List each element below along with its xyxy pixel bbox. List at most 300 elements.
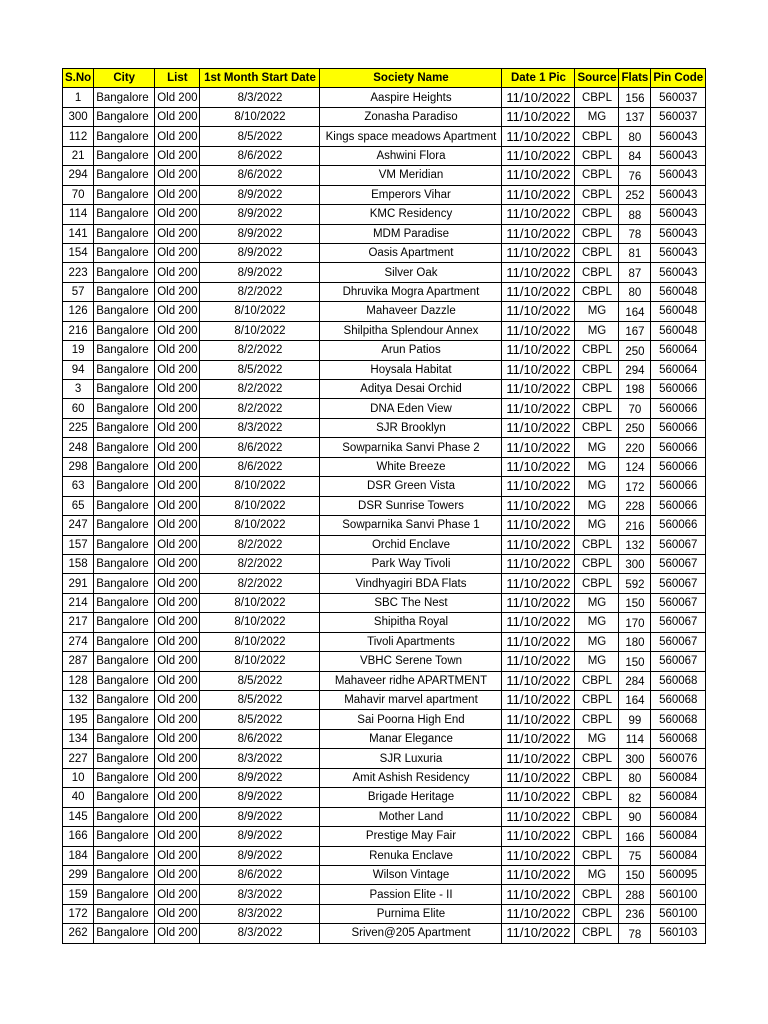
cell-date-pic[interactable]: 11/10/2022 [502, 691, 575, 710]
cell-source[interactable]: MG [575, 593, 619, 612]
cell-start-date[interactable]: 8/6/2022 [200, 166, 320, 185]
cell-sno[interactable]: 159 [63, 885, 94, 904]
cell-list[interactable]: Old 200 [155, 710, 200, 729]
cell-start-date[interactable]: 8/9/2022 [200, 243, 320, 262]
header-pin-code[interactable]: Pin Code [651, 69, 706, 88]
cell-source[interactable]: CBPL [575, 341, 619, 360]
cell-source[interactable]: CBPL [575, 924, 619, 943]
cell-sno[interactable]: 166 [63, 827, 94, 846]
cell-list[interactable]: Old 200 [155, 768, 200, 787]
cell-flats[interactable]: 75 [619, 846, 651, 865]
cell-list[interactable]: Old 200 [155, 438, 200, 457]
cell-start-date[interactable]: 8/6/2022 [200, 865, 320, 884]
cell-city[interactable]: Bangalore [94, 282, 155, 301]
cell-source[interactable]: CBPL [575, 846, 619, 865]
cell-start-date[interactable]: 8/2/2022 [200, 574, 320, 593]
cell-pin-code[interactable]: 560084 [651, 768, 706, 787]
cell-flats[interactable]: 150 [619, 865, 651, 884]
cell-list[interactable]: Old 200 [155, 341, 200, 360]
cell-source[interactable]: MG [575, 107, 619, 126]
cell-list[interactable]: Old 200 [155, 477, 200, 496]
cell-pin-code[interactable]: 560076 [651, 749, 706, 768]
cell-sno[interactable]: 112 [63, 127, 94, 146]
cell-sno[interactable]: 291 [63, 574, 94, 593]
cell-pin-code[interactable]: 560103 [651, 924, 706, 943]
cell-flats[interactable]: 166 [619, 827, 651, 846]
cell-sno[interactable]: 40 [63, 788, 94, 807]
header-start-date[interactable]: 1st Month Start Date [200, 69, 320, 88]
cell-flats[interactable]: 99 [619, 710, 651, 729]
cell-pin-code[interactable]: 560066 [651, 496, 706, 515]
cell-city[interactable]: Bangalore [94, 88, 155, 107]
cell-city[interactable]: Bangalore [94, 827, 155, 846]
cell-list[interactable]: Old 200 [155, 827, 200, 846]
cell-flats[interactable]: 300 [619, 749, 651, 768]
cell-city[interactable]: Bangalore [94, 535, 155, 554]
cell-pin-code[interactable]: 560043 [651, 185, 706, 204]
cell-list[interactable]: Old 200 [155, 146, 200, 165]
cell-flats[interactable]: 80 [619, 127, 651, 146]
cell-society-name[interactable]: Mahaveer ridhe APARTMENT [320, 671, 502, 690]
cell-flats[interactable]: 167 [619, 321, 651, 340]
cell-source[interactable]: CBPL [575, 827, 619, 846]
cell-start-date[interactable]: 8/9/2022 [200, 788, 320, 807]
cell-date-pic[interactable]: 11/10/2022 [502, 302, 575, 321]
cell-date-pic[interactable]: 11/10/2022 [502, 827, 575, 846]
cell-pin-code[interactable]: 560100 [651, 904, 706, 923]
cell-flats[interactable]: 198 [619, 380, 651, 399]
cell-pin-code[interactable]: 560043 [651, 205, 706, 224]
cell-flats[interactable]: 252 [619, 185, 651, 204]
cell-start-date[interactable]: 8/10/2022 [200, 107, 320, 126]
cell-society-name[interactable]: DNA Eden View [320, 399, 502, 418]
cell-list[interactable]: Old 200 [155, 535, 200, 554]
cell-list[interactable]: Old 200 [155, 127, 200, 146]
cell-society-name[interactable]: Aaspire Heights [320, 88, 502, 107]
cell-start-date[interactable]: 8/9/2022 [200, 224, 320, 243]
cell-start-date[interactable]: 8/2/2022 [200, 341, 320, 360]
cell-list[interactable]: Old 200 [155, 846, 200, 865]
cell-source[interactable]: CBPL [575, 127, 619, 146]
cell-society-name[interactable]: White Breeze [320, 457, 502, 476]
cell-date-pic[interactable]: 11/10/2022 [502, 516, 575, 535]
cell-society-name[interactable]: Oasis Apartment [320, 243, 502, 262]
cell-flats[interactable]: 164 [619, 691, 651, 710]
cell-society-name[interactable]: Shilpitha Splendour Annex [320, 321, 502, 340]
cell-start-date[interactable]: 8/9/2022 [200, 846, 320, 865]
cell-list[interactable]: Old 200 [155, 205, 200, 224]
cell-pin-code[interactable]: 560084 [651, 846, 706, 865]
cell-sno[interactable]: 21 [63, 146, 94, 165]
cell-pin-code[interactable]: 560037 [651, 107, 706, 126]
cell-society-name[interactable]: Park Way Tivoli [320, 554, 502, 573]
cell-city[interactable]: Bangalore [94, 846, 155, 865]
cell-flats[interactable]: 70 [619, 399, 651, 418]
cell-start-date[interactable]: 8/3/2022 [200, 904, 320, 923]
cell-start-date[interactable]: 8/10/2022 [200, 652, 320, 671]
cell-list[interactable]: Old 200 [155, 243, 200, 262]
cell-flats[interactable]: 216 [619, 516, 651, 535]
cell-list[interactable]: Old 200 [155, 574, 200, 593]
cell-source[interactable]: CBPL [575, 768, 619, 787]
cell-sno[interactable]: 70 [63, 185, 94, 204]
cell-city[interactable]: Bangalore [94, 457, 155, 476]
cell-source[interactable]: CBPL [575, 535, 619, 554]
cell-date-pic[interactable]: 11/10/2022 [502, 127, 575, 146]
cell-pin-code[interactable]: 560066 [651, 477, 706, 496]
cell-pin-code[interactable]: 560066 [651, 516, 706, 535]
cell-flats[interactable]: 76 [619, 166, 651, 185]
cell-city[interactable]: Bangalore [94, 613, 155, 632]
cell-flats[interactable]: 164 [619, 302, 651, 321]
cell-city[interactable]: Bangalore [94, 321, 155, 340]
cell-pin-code[interactable]: 560068 [651, 691, 706, 710]
cell-date-pic[interactable]: 11/10/2022 [502, 749, 575, 768]
cell-source[interactable]: MG [575, 632, 619, 651]
cell-pin-code[interactable]: 560064 [651, 360, 706, 379]
cell-list[interactable]: Old 200 [155, 749, 200, 768]
cell-date-pic[interactable]: 11/10/2022 [502, 380, 575, 399]
cell-city[interactable]: Bangalore [94, 807, 155, 826]
cell-flats[interactable]: 88 [619, 205, 651, 224]
cell-flats[interactable]: 250 [619, 341, 651, 360]
cell-start-date[interactable]: 8/9/2022 [200, 205, 320, 224]
cell-source[interactable]: CBPL [575, 885, 619, 904]
cell-pin-code[interactable]: 560048 [651, 302, 706, 321]
cell-source[interactable]: MG [575, 729, 619, 748]
cell-pin-code[interactable]: 560043 [651, 166, 706, 185]
cell-flats[interactable]: 124 [619, 457, 651, 476]
cell-list[interactable]: Old 200 [155, 554, 200, 573]
cell-sno[interactable]: 294 [63, 166, 94, 185]
cell-pin-code[interactable]: 560066 [651, 399, 706, 418]
cell-society-name[interactable]: VBHC Serene Town [320, 652, 502, 671]
cell-list[interactable]: Old 200 [155, 380, 200, 399]
cell-society-name[interactable]: Hoysala Habitat [320, 360, 502, 379]
cell-date-pic[interactable]: 11/10/2022 [502, 224, 575, 243]
cell-city[interactable]: Bangalore [94, 243, 155, 262]
cell-city[interactable]: Bangalore [94, 865, 155, 884]
cell-society-name[interactable]: Vindhyagiri BDA Flats [320, 574, 502, 593]
cell-source[interactable]: CBPL [575, 554, 619, 573]
cell-start-date[interactable]: 8/9/2022 [200, 827, 320, 846]
cell-start-date[interactable]: 8/9/2022 [200, 185, 320, 204]
cell-pin-code[interactable]: 560067 [651, 593, 706, 612]
cell-pin-code[interactable]: 560048 [651, 321, 706, 340]
cell-society-name[interactable]: Sriven@205 Apartment [320, 924, 502, 943]
header-society-name[interactable]: Society Name [320, 69, 502, 88]
cell-start-date[interactable]: 8/3/2022 [200, 749, 320, 768]
cell-source[interactable]: MG [575, 613, 619, 632]
cell-start-date[interactable]: 8/3/2022 [200, 924, 320, 943]
cell-flats[interactable]: 172 [619, 477, 651, 496]
cell-sno[interactable]: 132 [63, 691, 94, 710]
cell-source[interactable]: MG [575, 496, 619, 515]
cell-city[interactable]: Bangalore [94, 924, 155, 943]
cell-sno[interactable]: 195 [63, 710, 94, 729]
cell-list[interactable]: Old 200 [155, 263, 200, 282]
cell-society-name[interactable]: Zonasha Paradiso [320, 107, 502, 126]
cell-pin-code[interactable]: 560095 [651, 865, 706, 884]
cell-city[interactable]: Bangalore [94, 185, 155, 204]
header-list[interactable]: List [155, 69, 200, 88]
cell-start-date[interactable]: 8/6/2022 [200, 438, 320, 457]
cell-city[interactable]: Bangalore [94, 107, 155, 126]
cell-sno[interactable]: 126 [63, 302, 94, 321]
cell-flats[interactable]: 132 [619, 535, 651, 554]
cell-pin-code[interactable]: 560084 [651, 827, 706, 846]
cell-list[interactable]: Old 200 [155, 904, 200, 923]
cell-city[interactable]: Bangalore [94, 574, 155, 593]
cell-date-pic[interactable]: 11/10/2022 [502, 360, 575, 379]
cell-pin-code[interactable]: 560043 [651, 224, 706, 243]
cell-society-name[interactable]: Mother Land [320, 807, 502, 826]
cell-city[interactable]: Bangalore [94, 224, 155, 243]
cell-society-name[interactable]: Amit Ashish Residency [320, 768, 502, 787]
cell-pin-code[interactable]: 560048 [651, 282, 706, 301]
cell-date-pic[interactable]: 11/10/2022 [502, 146, 575, 165]
cell-sno[interactable]: 157 [63, 535, 94, 554]
cell-source[interactable]: CBPL [575, 166, 619, 185]
cell-list[interactable]: Old 200 [155, 613, 200, 632]
cell-list[interactable]: Old 200 [155, 865, 200, 884]
cell-date-pic[interactable]: 11/10/2022 [502, 904, 575, 923]
cell-date-pic[interactable]: 11/10/2022 [502, 321, 575, 340]
cell-source[interactable]: MG [575, 321, 619, 340]
cell-source[interactable]: CBPL [575, 205, 619, 224]
cell-city[interactable]: Bangalore [94, 710, 155, 729]
cell-society-name[interactable]: SJR Brooklyn [320, 418, 502, 437]
cell-source[interactable]: MG [575, 438, 619, 457]
cell-flats[interactable]: 137 [619, 107, 651, 126]
cell-source[interactable]: CBPL [575, 671, 619, 690]
cell-date-pic[interactable]: 11/10/2022 [502, 924, 575, 943]
cell-flats[interactable]: 284 [619, 671, 651, 690]
cell-source[interactable]: CBPL [575, 691, 619, 710]
cell-source[interactable]: CBPL [575, 185, 619, 204]
cell-pin-code[interactable]: 560068 [651, 729, 706, 748]
cell-society-name[interactable]: Ashwini Flora [320, 146, 502, 165]
cell-start-date[interactable]: 8/6/2022 [200, 457, 320, 476]
cell-list[interactable]: Old 200 [155, 496, 200, 515]
cell-date-pic[interactable]: 11/10/2022 [502, 107, 575, 126]
cell-source[interactable]: CBPL [575, 224, 619, 243]
cell-society-name[interactable]: MDM Paradise [320, 224, 502, 243]
cell-start-date[interactable]: 8/9/2022 [200, 768, 320, 787]
cell-society-name[interactable]: Sowparnika Sanvi Phase 1 [320, 516, 502, 535]
cell-flats[interactable]: 180 [619, 632, 651, 651]
cell-city[interactable]: Bangalore [94, 788, 155, 807]
cell-city[interactable]: Bangalore [94, 516, 155, 535]
cell-list[interactable]: Old 200 [155, 691, 200, 710]
cell-list[interactable]: Old 200 [155, 516, 200, 535]
cell-date-pic[interactable]: 11/10/2022 [502, 535, 575, 554]
cell-pin-code[interactable]: 560043 [651, 127, 706, 146]
cell-source[interactable]: CBPL [575, 282, 619, 301]
cell-society-name[interactable]: Brigade Heritage [320, 788, 502, 807]
cell-start-date[interactable]: 8/10/2022 [200, 593, 320, 612]
cell-start-date[interactable]: 8/5/2022 [200, 691, 320, 710]
cell-date-pic[interactable]: 11/10/2022 [502, 185, 575, 204]
cell-sno[interactable]: 63 [63, 477, 94, 496]
cell-list[interactable]: Old 200 [155, 593, 200, 612]
cell-list[interactable]: Old 200 [155, 885, 200, 904]
cell-flats[interactable]: 114 [619, 729, 651, 748]
cell-city[interactable]: Bangalore [94, 438, 155, 457]
header-city[interactable]: City [94, 69, 155, 88]
cell-pin-code[interactable]: 560043 [651, 263, 706, 282]
cell-date-pic[interactable]: 11/10/2022 [502, 632, 575, 651]
cell-flats[interactable]: 156 [619, 88, 651, 107]
cell-sno[interactable]: 141 [63, 224, 94, 243]
cell-sno[interactable]: 248 [63, 438, 94, 457]
cell-sno[interactable]: 227 [63, 749, 94, 768]
cell-source[interactable]: CBPL [575, 243, 619, 262]
cell-date-pic[interactable]: 11/10/2022 [502, 418, 575, 437]
cell-flats[interactable]: 87 [619, 263, 651, 282]
cell-flats[interactable]: 78 [619, 924, 651, 943]
cell-pin-code[interactable]: 560084 [651, 807, 706, 826]
cell-sno[interactable]: 145 [63, 807, 94, 826]
cell-sno[interactable]: 19 [63, 341, 94, 360]
header-flats[interactable]: Flats [619, 69, 651, 88]
cell-start-date[interactable]: 8/5/2022 [200, 360, 320, 379]
cell-source[interactable]: CBPL [575, 263, 619, 282]
cell-flats[interactable]: 82 [619, 788, 651, 807]
cell-source[interactable]: CBPL [575, 146, 619, 165]
cell-pin-code[interactable]: 560043 [651, 146, 706, 165]
cell-list[interactable]: Old 200 [155, 166, 200, 185]
cell-source[interactable]: CBPL [575, 749, 619, 768]
cell-start-date[interactable]: 8/5/2022 [200, 671, 320, 690]
cell-list[interactable]: Old 200 [155, 788, 200, 807]
cell-start-date[interactable]: 8/10/2022 [200, 321, 320, 340]
cell-city[interactable]: Bangalore [94, 671, 155, 690]
cell-society-name[interactable]: DSR Sunrise Towers [320, 496, 502, 515]
cell-date-pic[interactable]: 11/10/2022 [502, 205, 575, 224]
cell-source[interactable]: MG [575, 477, 619, 496]
cell-date-pic[interactable]: 11/10/2022 [502, 554, 575, 573]
cell-start-date[interactable]: 8/2/2022 [200, 535, 320, 554]
cell-list[interactable]: Old 200 [155, 302, 200, 321]
cell-start-date[interactable]: 8/6/2022 [200, 146, 320, 165]
cell-source[interactable]: CBPL [575, 710, 619, 729]
cell-city[interactable]: Bangalore [94, 399, 155, 418]
cell-list[interactable]: Old 200 [155, 282, 200, 301]
cell-society-name[interactable]: Prestige May Fair [320, 827, 502, 846]
cell-date-pic[interactable]: 11/10/2022 [502, 282, 575, 301]
cell-sno[interactable]: 154 [63, 243, 94, 262]
cell-city[interactable]: Bangalore [94, 127, 155, 146]
cell-list[interactable]: Old 200 [155, 399, 200, 418]
cell-flats[interactable]: 80 [619, 282, 651, 301]
cell-flats[interactable]: 300 [619, 554, 651, 573]
cell-city[interactable]: Bangalore [94, 341, 155, 360]
cell-pin-code[interactable]: 560068 [651, 710, 706, 729]
cell-society-name[interactable]: VM Meridian [320, 166, 502, 185]
cell-flats[interactable]: 170 [619, 613, 651, 632]
cell-start-date[interactable]: 8/2/2022 [200, 554, 320, 573]
cell-city[interactable]: Bangalore [94, 496, 155, 515]
cell-sno[interactable]: 60 [63, 399, 94, 418]
cell-date-pic[interactable]: 11/10/2022 [502, 768, 575, 787]
cell-sno[interactable]: 65 [63, 496, 94, 515]
cell-sno[interactable]: 262 [63, 924, 94, 943]
cell-sno[interactable]: 274 [63, 632, 94, 651]
cell-date-pic[interactable]: 11/10/2022 [502, 88, 575, 107]
cell-sno[interactable]: 172 [63, 904, 94, 923]
cell-city[interactable]: Bangalore [94, 302, 155, 321]
cell-sno[interactable]: 184 [63, 846, 94, 865]
cell-city[interactable]: Bangalore [94, 146, 155, 165]
cell-pin-code[interactable]: 560067 [651, 554, 706, 573]
cell-date-pic[interactable]: 11/10/2022 [502, 166, 575, 185]
cell-list[interactable]: Old 200 [155, 729, 200, 748]
cell-start-date[interactable]: 8/3/2022 [200, 885, 320, 904]
cell-date-pic[interactable]: 11/10/2022 [502, 477, 575, 496]
cell-sno[interactable]: 10 [63, 768, 94, 787]
cell-start-date[interactable]: 8/2/2022 [200, 380, 320, 399]
cell-sno[interactable]: 3 [63, 380, 94, 399]
cell-pin-code[interactable]: 560064 [651, 341, 706, 360]
cell-flats[interactable]: 592 [619, 574, 651, 593]
cell-society-name[interactable]: SBC The Nest [320, 593, 502, 612]
cell-city[interactable]: Bangalore [94, 729, 155, 748]
cell-list[interactable]: Old 200 [155, 321, 200, 340]
cell-flats[interactable]: 78 [619, 224, 651, 243]
cell-flats[interactable]: 250 [619, 418, 651, 437]
cell-society-name[interactable]: Emperors Vihar [320, 185, 502, 204]
cell-date-pic[interactable]: 11/10/2022 [502, 671, 575, 690]
cell-society-name[interactable]: Passion Elite - II [320, 885, 502, 904]
cell-sno[interactable]: 1 [63, 88, 94, 107]
cell-list[interactable]: Old 200 [155, 360, 200, 379]
cell-flats[interactable]: 150 [619, 652, 651, 671]
cell-sno[interactable]: 299 [63, 865, 94, 884]
cell-source[interactable]: CBPL [575, 418, 619, 437]
cell-date-pic[interactable]: 11/10/2022 [502, 496, 575, 515]
cell-city[interactable]: Bangalore [94, 418, 155, 437]
cell-pin-code[interactable]: 560067 [651, 535, 706, 554]
cell-pin-code[interactable]: 560067 [651, 574, 706, 593]
cell-date-pic[interactable]: 11/10/2022 [502, 652, 575, 671]
cell-list[interactable]: Old 200 [155, 418, 200, 437]
cell-flats[interactable]: 84 [619, 146, 651, 165]
cell-flats[interactable]: 150 [619, 593, 651, 612]
cell-date-pic[interactable]: 11/10/2022 [502, 438, 575, 457]
cell-list[interactable]: Old 200 [155, 807, 200, 826]
cell-start-date[interactable]: 8/3/2022 [200, 418, 320, 437]
cell-list[interactable]: Old 200 [155, 652, 200, 671]
cell-date-pic[interactable]: 11/10/2022 [502, 865, 575, 884]
cell-date-pic[interactable]: 11/10/2022 [502, 807, 575, 826]
cell-society-name[interactable]: Mahavir marvel apartment [320, 691, 502, 710]
cell-date-pic[interactable]: 11/10/2022 [502, 729, 575, 748]
cell-city[interactable]: Bangalore [94, 205, 155, 224]
cell-start-date[interactable]: 8/10/2022 [200, 496, 320, 515]
cell-pin-code[interactable]: 560043 [651, 243, 706, 262]
cell-start-date[interactable]: 8/10/2022 [200, 632, 320, 651]
cell-sno[interactable]: 247 [63, 516, 94, 535]
cell-source[interactable]: CBPL [575, 807, 619, 826]
cell-list[interactable]: Old 200 [155, 185, 200, 204]
cell-start-date[interactable]: 8/9/2022 [200, 807, 320, 826]
cell-date-pic[interactable]: 11/10/2022 [502, 613, 575, 632]
cell-date-pic[interactable]: 11/10/2022 [502, 341, 575, 360]
cell-society-name[interactable]: Tivoli Apartments [320, 632, 502, 651]
cell-society-name[interactable]: Orchid Enclave [320, 535, 502, 554]
cell-pin-code[interactable]: 560084 [651, 788, 706, 807]
